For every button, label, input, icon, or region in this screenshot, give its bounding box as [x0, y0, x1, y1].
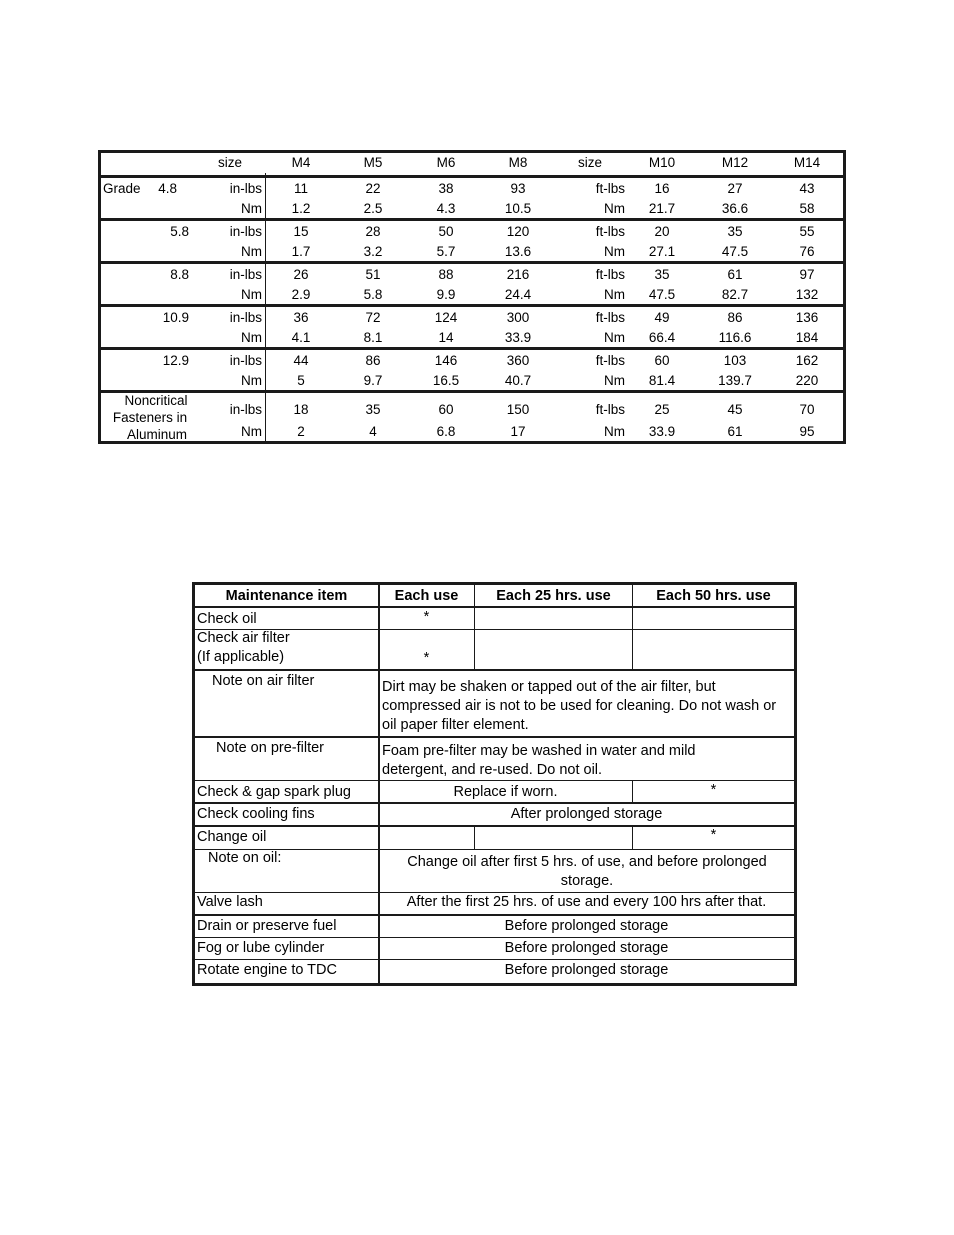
grade-value: 4.8 [158, 181, 177, 196]
unit-ft-lbs: ft-lbs [595, 402, 625, 417]
torque-value-nm: 1.2 [291, 201, 311, 216]
grade-group-12-9 [101, 347, 843, 390]
torque-value-nm: 47.5 [721, 244, 749, 259]
torque-value-nm: 4 [369, 424, 377, 439]
torque-value-nm: 184 [795, 330, 819, 345]
size-m12: M12 [721, 155, 749, 170]
grade-value: 12.9 [162, 353, 189, 368]
grade-value: 10.9 [162, 310, 189, 325]
torque-value: 22 [365, 181, 381, 196]
torque-value: 93 [510, 181, 526, 196]
item-check-air-filter-note: (If applicable) [197, 649, 285, 665]
torque-value-nm: 58 [799, 201, 815, 216]
unit-nm: Nm [604, 373, 625, 388]
item-note-pre-filter: Note on pre-filter [216, 740, 324, 756]
unit-nm: Nm [604, 424, 625, 439]
item-rotate-engine: Rotate engine to TDC [197, 962, 337, 978]
torque-value-nm: 16.5 [432, 373, 460, 388]
torque-value-nm: 8.1 [363, 330, 383, 345]
torque-value-nm: 4.3 [436, 201, 456, 216]
rotate-engine-text: Before prolonged storage [504, 962, 669, 978]
item-cooling-fins: Check cooling fins [197, 806, 315, 822]
drain-fuel-text: Before prolonged storage [504, 918, 669, 934]
torque-value: 70 [799, 402, 815, 417]
torque-value: 27 [727, 181, 743, 196]
maintenance-table [192, 582, 797, 986]
torque-value-nm: 13.6 [504, 244, 532, 259]
torque-value: 18 [293, 402, 309, 417]
torque-value-nm: 82.7 [721, 287, 749, 302]
torque-value: 136 [795, 310, 819, 325]
header-each-25-hrs: Each 25 hrs. use [496, 588, 611, 604]
size-m4: M4 [291, 155, 311, 170]
torque-value: 146 [434, 353, 458, 368]
item-drain-fuel: Drain or preserve fuel [197, 918, 337, 934]
header-maintenance-item: Maintenance item [225, 588, 348, 604]
torque-value: 124 [434, 310, 458, 325]
note-pre-filter-text: Foam pre-filter may be washed in water and mild detergent, and re-used. Do not oil. [382, 743, 696, 778]
unit-nm: Nm [241, 373, 262, 388]
divider [195, 937, 794, 938]
grade-value: 8.8 [170, 267, 189, 282]
torque-value-nm: 76 [799, 244, 815, 259]
divider [195, 914, 794, 916]
item-spark-plug: Check & gap spark plug [197, 784, 351, 800]
torque-value-nm: 95 [799, 424, 815, 439]
aluminum-group [101, 390, 843, 444]
torque-value: 150 [506, 402, 530, 417]
unit-nm: Nm [241, 287, 262, 302]
torque-value-nm: 40.7 [504, 373, 532, 388]
torque-value: 28 [365, 224, 381, 239]
divider [195, 849, 794, 850]
unit-nm: Nm [604, 244, 625, 259]
torque-value: 360 [506, 353, 530, 368]
torque-value: 35 [365, 402, 381, 417]
torque-value: 45 [727, 402, 743, 417]
torque-value: 103 [723, 353, 747, 368]
unit-nm: Nm [241, 330, 262, 345]
check-oil-each-use: * [423, 609, 430, 625]
aluminum-label-line-3: Aluminum [126, 427, 188, 442]
change-oil-each-50: * [710, 827, 717, 843]
torque-value: 44 [293, 353, 309, 368]
unit-nm: Nm [604, 201, 625, 216]
torque-value: 35 [654, 267, 670, 282]
torque-value: 55 [799, 224, 815, 239]
size-header-1: size [217, 155, 243, 170]
torque-value: 60 [654, 353, 670, 368]
aluminum-label-line-2: Fasteners in [112, 410, 188, 425]
aluminum-label-line-1: Noncritical [124, 393, 188, 408]
torque-value-nm: 17 [510, 424, 526, 439]
spark-plug-each-50: * [710, 782, 717, 798]
divider [474, 825, 475, 850]
header-each-use: Each use [394, 588, 459, 604]
unit-in-lbs: in-lbs [229, 181, 262, 196]
divider [195, 802, 794, 804]
grade-group-8-8 [101, 261, 843, 304]
torque-value-nm: 6.8 [436, 424, 456, 439]
grade-group-4-8 [101, 175, 843, 218]
torque-value-nm: 61 [727, 424, 743, 439]
grade-label: Grade [103, 181, 141, 196]
torque-value-nm: 36.6 [721, 201, 749, 216]
torque-value: 16 [654, 181, 670, 196]
unit-in-lbs: in-lbs [229, 224, 262, 239]
divider [195, 736, 794, 738]
torque-value-nm: 2.9 [291, 287, 311, 302]
torque-value: 20 [654, 224, 670, 239]
item-note-air-filter: Note on air filter [212, 673, 315, 689]
size-m6: M6 [436, 155, 456, 170]
torque-value: 36 [293, 310, 309, 325]
torque-value-nm: 27.1 [648, 244, 676, 259]
torque-value: 43 [799, 181, 815, 196]
size-m10: M10 [648, 155, 676, 170]
torque-value: 86 [727, 310, 743, 325]
torque-value-nm: 2.5 [363, 201, 383, 216]
torque-value-nm: 5.7 [436, 244, 456, 259]
size-m8: M8 [508, 155, 528, 170]
divider [195, 959, 794, 960]
divider [195, 606, 794, 608]
unit-in-lbs: in-lbs [229, 267, 262, 282]
torque-value: 97 [799, 267, 815, 282]
cooling-fins-text: After prolonged storage [510, 806, 663, 822]
torque-value: 72 [365, 310, 381, 325]
item-check-oil: Check oil [197, 611, 257, 627]
note-oil-text: Change oil after first 5 hrs. of use, and before prolonged storage. [407, 854, 767, 889]
torque-value: 15 [293, 224, 309, 239]
torque-value-nm: 5 [297, 373, 305, 388]
unit-nm: Nm [604, 287, 625, 302]
torque-value-nm: 9.7 [363, 373, 383, 388]
grade-value: 5.8 [170, 224, 189, 239]
size-header-2: size [577, 155, 603, 170]
torque-value: 120 [506, 224, 530, 239]
torque-value-nm: 33.9 [504, 330, 532, 345]
torque-value: 35 [727, 224, 743, 239]
torque-value-nm: 10.5 [504, 201, 532, 216]
torque-value-nm: 1.7 [291, 244, 311, 259]
item-note-oil: Note on oil: [208, 850, 282, 866]
size-m5: M5 [363, 155, 383, 170]
unit-ft-lbs: ft-lbs [595, 310, 625, 325]
torque-value-nm: 116.6 [718, 330, 752, 345]
unit-ft-lbs: ft-lbs [595, 224, 625, 239]
torque-value-nm: 14 [438, 330, 454, 345]
header-each-50-hrs: Each 50 hrs. use [656, 588, 771, 604]
torque-value: 51 [365, 267, 381, 282]
torque-table [98, 150, 846, 444]
item-fog-cylinder: Fog or lube cylinder [197, 940, 325, 956]
torque-value-nm: 4.1 [291, 330, 311, 345]
torque-value: 216 [506, 267, 530, 282]
fog-cylinder-text: Before prolonged storage [504, 940, 669, 956]
torque-header-row [101, 153, 843, 174]
item-valve-lash: Valve lash [197, 894, 263, 910]
unit-nm: Nm [241, 424, 262, 439]
torque-value-nm: 47.5 [648, 287, 676, 302]
torque-value: 25 [654, 402, 670, 417]
spark-plug-span-text: Replace if worn. [453, 784, 558, 800]
torque-value: 49 [654, 310, 670, 325]
torque-value-nm: 24.4 [504, 287, 532, 302]
unit-in-lbs: in-lbs [229, 402, 262, 417]
note-air-filter-text: Dirt may be shaken or tapped out of the air filter, but compressed air is not to be used for cleaning. Do not wash or oil paper filter element. [382, 679, 777, 733]
torque-value: 50 [438, 224, 454, 239]
unit-nm: Nm [241, 201, 262, 216]
torque-value-nm: 33.9 [648, 424, 676, 439]
torque-value-nm: 2 [297, 424, 305, 439]
torque-value: 11 [293, 181, 309, 196]
torque-value: 88 [438, 267, 454, 282]
unit-ft-lbs: ft-lbs [595, 267, 625, 282]
valve-lash-text: After the first 25 hrs. of use and every 100 hrs after that. [406, 894, 767, 910]
torque-value: 26 [293, 267, 309, 282]
torque-value-nm: 66.4 [648, 330, 676, 345]
torque-value: 61 [727, 267, 743, 282]
torque-value: 60 [438, 402, 454, 417]
torque-value: 162 [795, 353, 819, 368]
item-check-air-filter: Check air filter [197, 630, 290, 646]
torque-value: 86 [365, 353, 381, 368]
torque-value-nm: 139.7 [718, 373, 752, 388]
unit-in-lbs: in-lbs [229, 310, 262, 325]
unit-nm: Nm [241, 244, 262, 259]
item-change-oil: Change oil [197, 829, 267, 845]
torque-value-nm: 81.4 [648, 373, 676, 388]
unit-nm: Nm [604, 330, 625, 345]
torque-value-nm: 5.8 [363, 287, 383, 302]
size-m14: M14 [793, 155, 821, 170]
torque-value-nm: 220 [795, 373, 819, 388]
grade-group-5-8 [101, 218, 843, 261]
torque-value-nm: 9.9 [436, 287, 456, 302]
torque-value-nm: 21.7 [648, 201, 676, 216]
torque-value: 300 [506, 310, 530, 325]
air-filter-each-use: * [423, 650, 430, 666]
torque-value-nm: 3.2 [363, 244, 383, 259]
unit-ft-lbs: ft-lbs [595, 181, 625, 196]
unit-ft-lbs: ft-lbs [595, 353, 625, 368]
torque-value: 38 [438, 181, 454, 196]
torque-value-nm: 132 [795, 287, 819, 302]
divider [195, 669, 794, 671]
grade-group-10-9 [101, 304, 843, 347]
unit-in-lbs: in-lbs [229, 353, 262, 368]
